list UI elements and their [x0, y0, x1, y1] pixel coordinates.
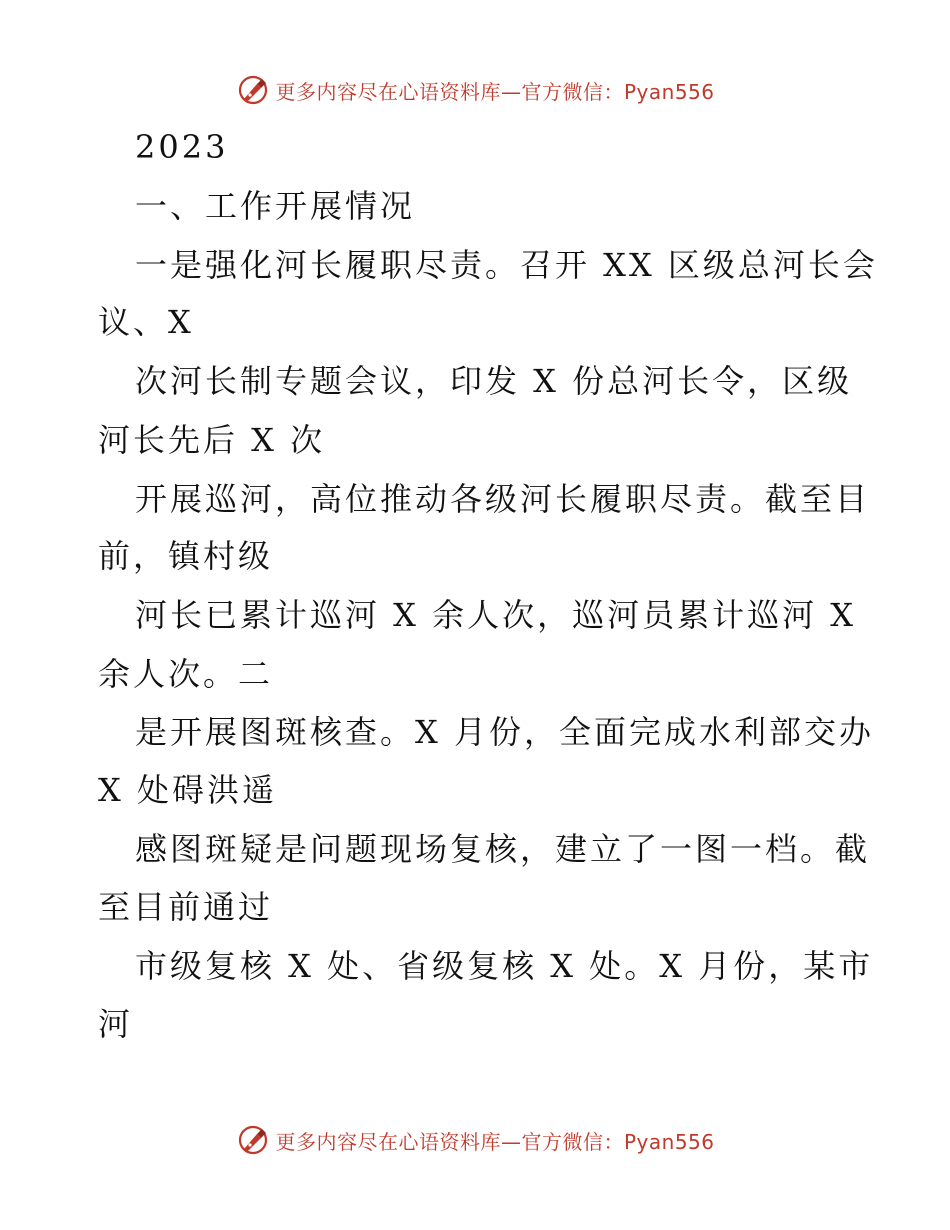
pen-nib-logo-icon	[235, 1122, 271, 1158]
doc-line-section-heading: 一、工作开展情况	[135, 187, 416, 225]
doc-line: 议、X	[98, 303, 194, 341]
doc-line: 余人次。二	[98, 655, 274, 693]
doc-line: 一是强化河长履职尽责。召开 XX 区级总河长会	[135, 246, 878, 284]
watermark-handle: Pyan556	[623, 1129, 715, 1154]
watermark-text: 更多内容尽在心语资料库—官方微信：Pyan556	[275, 79, 715, 104]
doc-line: 次河长制专题会议，印发 X 份总河长令，区级	[135, 362, 853, 400]
footer-watermark	[0, 1120, 950, 1160]
watermark-text: 更多内容尽在心语资料库—官方微信：Pyan556	[275, 1129, 715, 1154]
watermark-handle: Pyan556	[623, 79, 715, 104]
doc-line: 开展巡河，高位推动各级河长履职尽责。截至目	[135, 480, 871, 518]
doc-line-year: 2023	[135, 128, 229, 166]
doc-line: 感图斑疑是问题现场复核，建立了一图一档。截	[135, 830, 871, 868]
doc-line: 市级复核 X 处、省级复核 X 处。X 月份，某市	[135, 947, 874, 985]
doc-line: 河长先后 X 次	[98, 421, 326, 459]
doc-line: 至目前通过	[98, 888, 274, 926]
doc-line: 是开展图斑核查。X 月份，全面完成水利部交办	[135, 713, 874, 751]
doc-line: 河长已累计巡河 X 余人次，巡河员累计巡河 X	[135, 596, 857, 634]
doc-line: X 处碍洪遥	[98, 771, 277, 809]
doc-line: 前，镇村级	[98, 537, 274, 575]
doc-line: 河	[98, 1005, 134, 1043]
